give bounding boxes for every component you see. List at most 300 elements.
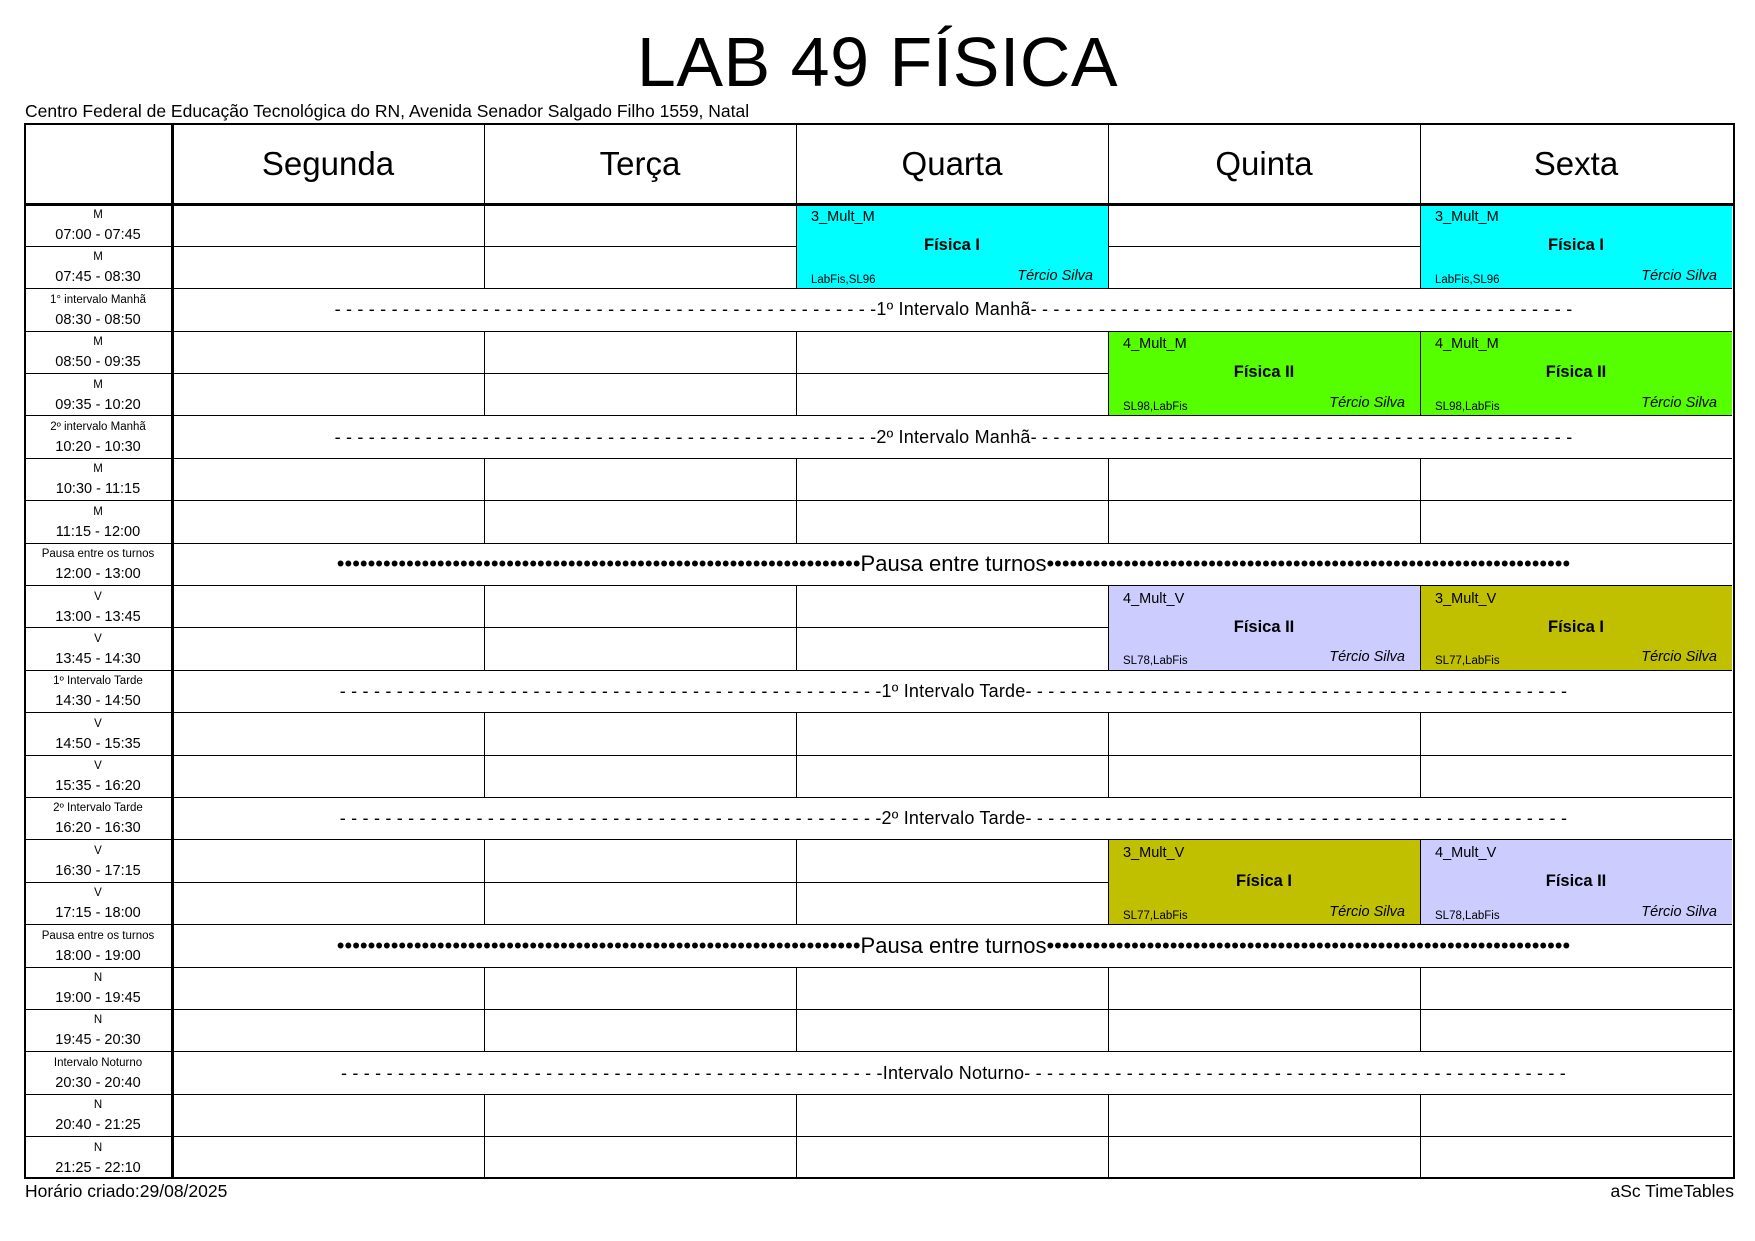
time-slot: [24, 543, 172, 585]
day-header: Sexta: [1533, 144, 1619, 182]
column-divider: [1420, 628, 1421, 670]
period-time: 11:15 - 12:00: [55, 523, 141, 540]
row-divider: [24, 924, 172, 925]
time-slot: [24, 797, 172, 839]
column-divider: [484, 501, 485, 543]
row-divider: [24, 882, 172, 883]
period-label: 1º Intervalo Tarde: [53, 675, 143, 688]
lesson-class: 3_Mult_M: [811, 209, 875, 225]
lesson-rooms: SL77,LabFis: [1435, 655, 1500, 668]
row-divider: [24, 712, 172, 713]
day-header: Terça: [599, 144, 681, 182]
lesson-rooms: LabFis,SL96: [1435, 273, 1500, 286]
period-label: N: [93, 1099, 103, 1112]
row-divider: [24, 627, 172, 628]
row-divider: [484, 882, 796, 883]
row-divider: [172, 627, 484, 628]
row-divider: [796, 500, 1108, 501]
column-divider: [796, 586, 797, 628]
column-divider: [1420, 246, 1421, 288]
row-divider: [484, 288, 796, 289]
lesson-rooms: SL78,LabFis: [1123, 655, 1188, 668]
row-divider: [484, 1094, 796, 1095]
lesson-subject: Física II: [1545, 871, 1607, 890]
row-divider: [484, 1136, 796, 1137]
row-divider: [796, 1136, 1108, 1137]
row-divider: [484, 712, 796, 713]
time-slot: [24, 1137, 172, 1179]
column-divider: [796, 1009, 797, 1051]
period-time: 16:30 - 17:15: [55, 862, 141, 879]
time-column-divider: [171, 123, 174, 1179]
row-divider: [24, 246, 172, 247]
column-divider: [1108, 331, 1109, 373]
column-divider: [1108, 882, 1109, 924]
row-divider: [172, 288, 484, 289]
lesson-class: 3_Mult_M: [1435, 209, 1499, 225]
column-divider: [1420, 1009, 1421, 1051]
period-time: 12:00 - 13:00: [55, 566, 141, 583]
break-filler-left: ••••••••••••••••••••••••••••••••••••••••••••••••••••••••••••••••••••: [336, 932, 861, 958]
row-divider: [796, 1051, 1108, 1052]
row-divider: [172, 500, 484, 501]
row-divider: [24, 288, 172, 289]
period-label: M: [93, 209, 103, 221]
period-label: M: [93, 378, 103, 391]
row-divider: [1108, 246, 1420, 247]
period-time: 15:35 - 16:20: [55, 778, 141, 795]
lesson-card[interactable]: [1108, 331, 1420, 416]
lesson-teacher: Tércio Silva: [1641, 267, 1717, 284]
row-divider: [24, 415, 172, 416]
break-filler-left: - - - - - - - - - - - - - - - - - - - - - - - - - - - - - - - - - - - - - - - - - - - - - - - -: [339, 808, 882, 829]
lesson-rooms: SL98,LabFis: [1435, 400, 1500, 413]
column-divider: [1420, 586, 1421, 628]
break-filler-right: - - - - - - - - - - - - - - - - - - - - - - - - - - - - - - - - - - - - - - - - - - - - - - - -: [1030, 299, 1573, 320]
column-divider: [1108, 755, 1109, 797]
lesson-subject: Física II: [1545, 363, 1607, 382]
period-time: 14:50 - 15:35: [55, 735, 141, 752]
break-label: Intervalo Noturno: [882, 1062, 1025, 1083]
row-divider: [1108, 1136, 1420, 1137]
column-divider: [796, 967, 797, 1009]
row-divider: [484, 1009, 796, 1010]
row-divider: [796, 543, 1108, 544]
row-divider: [796, 1094, 1108, 1095]
break-filler-left: - - - - - - - - - - - - - - - - - - - - - - - - - - - - - - - - - - - - - - - - - - - - - - - -: [339, 680, 882, 701]
break-filler-left: - - - - - - - - - - - - - - - - - - - - - - - - - - - - - - - - - - - - - - - - - - - - - - - -: [340, 1062, 883, 1083]
row-divider: [484, 543, 796, 544]
time-slot: [24, 374, 172, 416]
period-label: M: [93, 463, 103, 476]
lesson-class: 4_Mult_V: [1435, 844, 1497, 861]
lesson-rooms: LabFis,SL96: [811, 273, 876, 286]
time-slot: [24, 416, 172, 458]
row-divider: [24, 967, 172, 968]
row-divider: [796, 1009, 1108, 1010]
row-divider: [484, 627, 796, 628]
column-divider: [1108, 374, 1109, 416]
time-slot: [24, 628, 172, 670]
row-divider: [484, 797, 796, 798]
time-slot: [24, 246, 172, 288]
row-divider: [796, 331, 1108, 332]
break-filler-right: - - - - - - - - - - - - - - - - - - - - - - - - - - - - - - - - - - - - - - - - - - - - - - - -: [1025, 808, 1568, 829]
period-time: 10:30 - 11:15: [55, 481, 141, 498]
lesson-subject: Física II: [1233, 617, 1295, 636]
period-time: 07:00 - 07:45: [55, 227, 141, 243]
column-divider: [1108, 586, 1109, 628]
lesson-subject: Física I: [1236, 871, 1292, 890]
period-label: M: [93, 505, 103, 518]
lesson-subject: Física II: [1233, 363, 1295, 382]
column-divider: [1420, 331, 1421, 373]
row-divider: [484, 755, 796, 756]
row-divider: [1420, 1051, 1732, 1052]
row-divider: [1420, 458, 1732, 459]
row-divider: [172, 670, 484, 671]
time-slot: [24, 204, 172, 246]
column-divider: [484, 586, 485, 628]
lesson-teacher: Tércio Silva: [1329, 394, 1405, 411]
period-label: 2º intervalo Manhã: [50, 420, 146, 433]
row-divider: [24, 543, 172, 544]
column-divider: [484, 840, 485, 882]
row-divider: [172, 712, 484, 713]
time-slot: [24, 882, 172, 924]
column-divider: [796, 882, 797, 924]
row-divider: [484, 331, 796, 332]
column-divider: [484, 882, 485, 924]
lesson-card[interactable]: [1420, 840, 1732, 925]
row-divider: [1108, 585, 1420, 586]
break-row: [172, 925, 1735, 967]
column-divider: [1420, 1094, 1421, 1136]
row-divider: [796, 670, 1108, 671]
lesson-rooms: SL77,LabFis: [1123, 909, 1188, 922]
period-label: M: [93, 336, 103, 349]
created-date: Horário criado:29/08/2025: [25, 1181, 228, 1201]
row-divider: [1420, 500, 1732, 501]
period-label: V: [94, 632, 102, 645]
row-divider: [1108, 1009, 1420, 1010]
time-slot: [24, 713, 172, 755]
lesson-teacher: Tércio Silva: [1329, 903, 1405, 920]
period-label: V: [94, 760, 102, 773]
time-slot: [24, 755, 172, 797]
column-divider: [1108, 458, 1109, 500]
column-divider: [1108, 1009, 1109, 1051]
column-divider: [1108, 501, 1109, 543]
row-divider: [172, 415, 484, 416]
lesson-teacher: Tércio Silva: [1641, 394, 1717, 411]
period-label: 2º Intervalo Tarde: [53, 802, 143, 815]
break-filler-left: - - - - - - - - - - - - - - - - - - - - - - - - - - - - - - - - - - - - - - - - - - - - - - - -: [334, 426, 877, 447]
row-divider: [796, 458, 1108, 459]
row-divider: [796, 755, 1108, 756]
row-divider: [172, 458, 484, 459]
lesson-class: 4_Mult_V: [1123, 590, 1185, 607]
row-divider: [1420, 585, 1732, 586]
row-divider: [172, 882, 484, 883]
period-label: V: [94, 887, 102, 900]
row-divider: [24, 670, 172, 671]
period-time: 19:00 - 19:45: [55, 990, 141, 1007]
period-label: N: [93, 1141, 103, 1154]
column-divider: [796, 246, 797, 288]
row-divider: [1108, 1051, 1420, 1052]
period-time: 17:15 - 18:00: [55, 905, 141, 922]
row-divider: [1108, 712, 1420, 713]
break-row: [172, 1052, 1735, 1094]
time-slot: [24, 586, 172, 628]
row-divider: [172, 839, 484, 840]
period-time: 21:25 - 22:10: [55, 1159, 141, 1176]
row-divider: [172, 1136, 484, 1137]
period-label: Intervalo Noturno: [53, 1056, 143, 1069]
break-filler-right: - - - - - - - - - - - - - - - - - - - - - - - - - - - - - - - - - - - - - - - - - - - - - - - -: [1025, 680, 1568, 701]
time-slot: [24, 289, 172, 331]
break-filler-right: ••••••••••••••••••••••••••••••••••••••••••••••••••••••••••••••••••••: [1046, 551, 1571, 577]
column-divider: [796, 123, 797, 204]
row-divider: [172, 585, 484, 586]
column-divider: [796, 1094, 797, 1136]
break-label: 2º Intervalo Tarde: [881, 808, 1026, 829]
column-divider: [484, 967, 485, 1009]
column-divider: [1108, 246, 1109, 288]
column-divider: [1420, 458, 1421, 500]
software-credit: aSc TimeTables: [1610, 1181, 1734, 1201]
column-divider: [796, 501, 797, 543]
row-divider: [484, 670, 796, 671]
period-label: V: [94, 717, 102, 730]
break-row: [172, 289, 1735, 331]
lesson-teacher: Tércio Silva: [1641, 903, 1717, 920]
period-label: 1° intervalo Manhã: [49, 293, 146, 306]
column-divider: [1420, 840, 1421, 882]
column-divider: [1420, 1137, 1421, 1179]
row-divider: [24, 331, 172, 332]
row-divider: [24, 458, 172, 459]
row-divider: [484, 967, 796, 968]
period-time: 20:30 - 20:40: [55, 1074, 141, 1091]
row-divider: [1108, 839, 1420, 840]
column-divider: [1420, 967, 1421, 1009]
row-divider: [172, 755, 484, 756]
row-divider: [172, 1009, 484, 1010]
row-divider: [484, 458, 796, 459]
column-divider: [1420, 501, 1421, 543]
time-slot: [24, 1052, 172, 1094]
column-divider: [484, 1094, 485, 1136]
period-time: 18:00 - 19:00: [55, 947, 141, 964]
row-divider: [24, 500, 172, 501]
break-label: Pausa entre turnos: [860, 551, 1047, 577]
lesson-teacher: Tércio Silva: [1017, 267, 1093, 284]
period-time: 16:20 - 16:30: [55, 820, 141, 837]
column-divider: [484, 246, 485, 288]
time-slot: [24, 501, 172, 543]
row-divider: [24, 797, 172, 798]
row-divider: [484, 924, 796, 925]
row-divider: [796, 712, 1108, 713]
break-filler-left: ••••••••••••••••••••••••••••••••••••••••••••••••••••••••••••••••••••: [336, 551, 861, 577]
period-time: 08:30 - 08:50: [55, 311, 141, 328]
row-divider: [1108, 924, 1420, 925]
row-divider: [1420, 967, 1732, 968]
column-divider: [1420, 374, 1421, 416]
column-divider: [484, 123, 485, 204]
column-divider: [1108, 1137, 1109, 1179]
column-divider: [1108, 840, 1109, 882]
column-divider: [484, 458, 485, 500]
lesson-class: 4_Mult_M: [1435, 336, 1499, 353]
lesson-class: 3_Mult_V: [1435, 590, 1497, 607]
lesson-card[interactable]: [1420, 331, 1732, 416]
row-divider: [1420, 1094, 1732, 1095]
time-slot: [24, 925, 172, 967]
period-label: V: [94, 590, 102, 603]
lesson-card[interactable]: [1108, 586, 1420, 671]
period-time: 08:50 - 09:35: [55, 354, 141, 371]
row-divider: [1420, 1136, 1732, 1137]
row-divider: [24, 1094, 172, 1095]
column-divider: [484, 374, 485, 416]
break-row: [172, 416, 1735, 458]
column-divider: [1108, 967, 1109, 1009]
time-slot: [24, 458, 172, 500]
period-time: 13:45 - 14:30: [55, 650, 141, 667]
row-divider: [24, 839, 172, 840]
row-divider: [172, 331, 484, 332]
row-divider: [24, 1136, 172, 1137]
row-divider: [24, 1009, 172, 1010]
column-divider: [796, 713, 797, 755]
break-filler-right: - - - - - - - - - - - - - - - - - - - - - - - - - - - - - - - - - - - - - - - - - - - - - - - -: [1024, 1062, 1566, 1083]
column-divider: [1108, 1094, 1109, 1136]
row-divider: [1108, 967, 1420, 968]
column-divider: [484, 713, 485, 755]
row-divider: [1420, 755, 1732, 756]
row-divider: [796, 924, 1108, 925]
lesson-class: 4_Mult_M: [1123, 336, 1187, 353]
day-header: Segunda: [261, 144, 395, 182]
break-label: 1º Intervalo Manhã: [876, 299, 1031, 320]
row-divider: [172, 924, 484, 925]
row-divider: [1420, 839, 1732, 840]
row-divider: [1108, 1094, 1420, 1095]
break-filler-right: ••••••••••••••••••••••••••••••••••••••••••••••••••••••••••••••••••••: [1046, 932, 1571, 958]
break-label: 2º Intervalo Manhã: [876, 426, 1031, 447]
row-divider: [24, 1051, 172, 1052]
period-label: N: [93, 972, 103, 985]
time-slot: [24, 331, 172, 373]
column-divider: [1108, 713, 1109, 755]
row-divider: [796, 373, 1108, 374]
row-divider: [1108, 331, 1420, 332]
column-divider: [796, 628, 797, 670]
lesson-card[interactable]: [796, 204, 1108, 289]
period-label: V: [94, 844, 102, 857]
lesson-teacher: Tércio Silva: [1641, 649, 1717, 666]
break-row: [172, 670, 1735, 712]
column-divider: [484, 204, 485, 246]
lesson-subject: Física I: [924, 236, 980, 254]
row-divider: [484, 585, 796, 586]
column-divider: [484, 331, 485, 373]
break-filler-right: - - - - - - - - - - - - - - - - - - - - - - - - - - - - - - - - - - - - - - - - - - - - - - - -: [1030, 426, 1573, 447]
lesson-rooms: SL98,LabFis: [1123, 400, 1188, 413]
lesson-card[interactable]: [1108, 840, 1420, 925]
timetable-grid: [24, 123, 1735, 1179]
time-slot: [24, 1094, 172, 1136]
row-divider: [1420, 415, 1732, 416]
time-slot: [24, 1009, 172, 1051]
period-time: 19:45 - 20:30: [55, 1032, 141, 1049]
row-divider: [172, 797, 484, 798]
row-divider: [484, 415, 796, 416]
time-slot: [24, 967, 172, 1009]
row-divider: [24, 755, 172, 756]
column-divider: [796, 331, 797, 373]
column-divider: [1420, 882, 1421, 924]
row-divider: [1108, 500, 1420, 501]
period-time: 13:00 - 13:45: [55, 608, 141, 625]
row-divider: [796, 415, 1108, 416]
row-divider: [24, 373, 172, 374]
row-divider: [796, 839, 1108, 840]
column-divider: [484, 628, 485, 670]
row-divider: [1108, 288, 1420, 289]
column-divider: [1420, 713, 1421, 755]
row-divider: [172, 543, 484, 544]
column-divider: [796, 204, 797, 246]
row-divider: [172, 246, 484, 247]
row-divider: [172, 373, 484, 374]
lesson-subject: Física I: [1548, 236, 1604, 254]
period-time: 07:45 - 08:30: [55, 269, 141, 286]
column-divider: [796, 755, 797, 797]
row-divider: [1420, 288, 1732, 289]
row-divider: [796, 627, 1108, 628]
lesson-card[interactable]: [1420, 204, 1732, 289]
lesson-teacher: Tércio Silva: [1329, 649, 1405, 666]
period-label: N: [93, 1014, 103, 1027]
row-divider: [1420, 924, 1732, 925]
period-time: 20:40 - 21:25: [55, 1117, 141, 1134]
column-divider: [484, 1137, 485, 1179]
row-divider: [484, 500, 796, 501]
row-divider: [1420, 543, 1732, 544]
row-divider: [172, 967, 484, 968]
row-divider: [1108, 415, 1420, 416]
row-divider: [796, 967, 1108, 968]
row-divider: [1108, 543, 1420, 544]
period-label: M: [93, 251, 103, 264]
row-divider: [796, 288, 1108, 289]
lesson-class: 3_Mult_V: [1123, 844, 1185, 861]
row-divider: [484, 1051, 796, 1052]
row-divider: [484, 373, 796, 374]
column-divider: [796, 1137, 797, 1179]
period-time: 10:20 - 10:30: [55, 438, 141, 455]
row-divider: [1108, 755, 1420, 756]
column-divider: [1108, 628, 1109, 670]
time-slot: [24, 840, 172, 882]
row-divider: [1420, 1009, 1732, 1010]
break-row: [172, 797, 1735, 839]
lesson-card[interactable]: [1420, 586, 1732, 671]
